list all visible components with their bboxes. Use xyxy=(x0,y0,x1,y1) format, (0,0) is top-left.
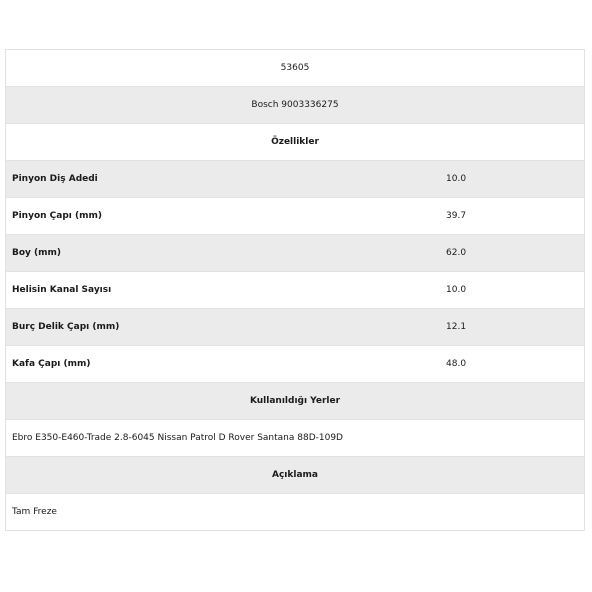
spec-label: Kafa Çapı (mm) xyxy=(12,359,91,369)
specs-header-row xyxy=(6,123,584,160)
description-header-row xyxy=(6,456,584,493)
spec-value: 62.0 xyxy=(446,248,467,258)
reference-code: Bosch 9003336275 xyxy=(251,100,339,110)
spec-value: 10.0 xyxy=(446,174,467,184)
spec-label: Helisin Kanal Sayısı xyxy=(12,285,112,295)
spec-row xyxy=(6,160,584,197)
usage-header: Kullanıldığı Yerler xyxy=(249,396,341,406)
product-spec-table xyxy=(5,49,585,531)
spec-label: Burç Delik Çapı (mm) xyxy=(12,322,120,332)
description-text: Tam Freze xyxy=(12,507,57,517)
usage-text: Ebro E350-E460-Trade 2.8-6045 Nissan Patrol D Rover Santana 88D-109D xyxy=(12,433,343,443)
spec-label: Pinyon Diş Adedi xyxy=(12,174,98,184)
spec-value: 48.0 xyxy=(446,359,467,369)
reference-row xyxy=(6,86,584,123)
spec-row xyxy=(6,234,584,271)
spec-label: Boy (mm) xyxy=(12,248,62,258)
description-header: Açıklama xyxy=(272,470,318,480)
spec-value: 10.0 xyxy=(446,285,467,295)
spec-label: Pinyon Çapı (mm) xyxy=(12,211,102,221)
spec-row xyxy=(6,271,584,308)
code-row xyxy=(6,49,584,86)
spec-row xyxy=(6,345,584,382)
usage-header-row xyxy=(6,382,584,419)
spec-row xyxy=(6,308,584,345)
usage-row xyxy=(6,419,584,456)
description-row xyxy=(6,493,584,530)
spec-row xyxy=(6,197,584,234)
spec-value: 39.7 xyxy=(446,211,467,221)
spec-value: 12.1 xyxy=(446,322,467,332)
product-code: 53605 xyxy=(280,63,310,73)
specs-header: Özellikler xyxy=(271,137,319,147)
